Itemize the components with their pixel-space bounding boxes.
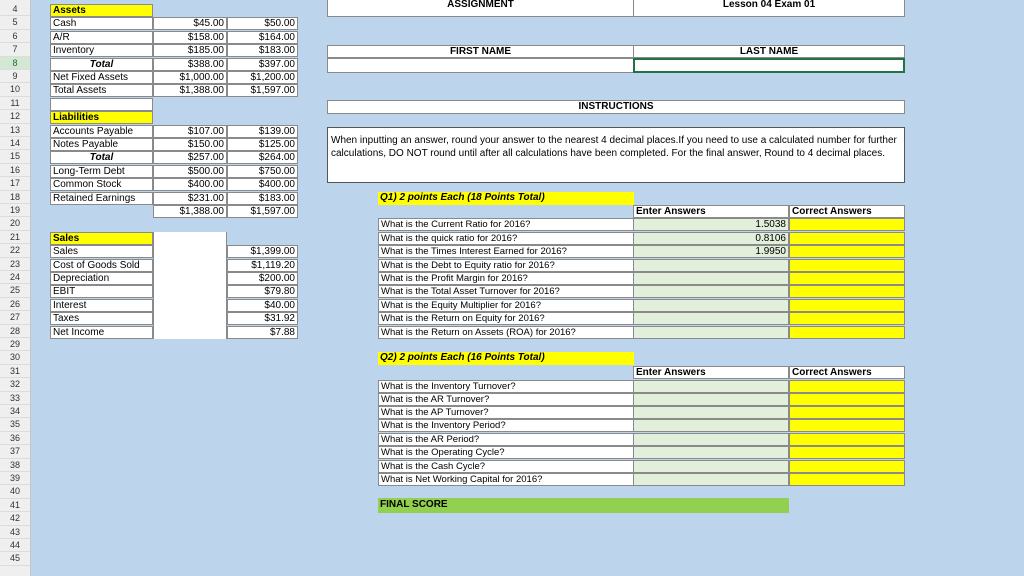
q1-question[interactable]: What is the quick ratio for 2016? <box>378 232 634 245</box>
row-number[interactable]: 16 <box>0 164 30 177</box>
liabilities-value-2016[interactable]: $1,597.00 <box>227 205 298 218</box>
liabilities-label[interactable]: Retained Earnings <box>50 192 153 205</box>
q2-answer-input[interactable] <box>633 406 789 419</box>
assets-value-2016[interactable]: $1,597.00 <box>227 84 298 97</box>
liabilities-label[interactable]: Accounts Payable <box>50 125 153 138</box>
row-number[interactable]: 32 <box>0 378 30 391</box>
liabilities-label[interactable]: Total <box>50 151 153 164</box>
q1-answer-input[interactable] <box>633 312 789 325</box>
blank-cell[interactable] <box>50 98 153 111</box>
assets-label[interactable]: Inventory <box>50 44 153 57</box>
first-name-label[interactable]: FIRST NAME <box>327 45 634 58</box>
assignment-value[interactable]: Lesson 04 Exam 01 <box>633 0 905 17</box>
income-value[interactable]: $79.80 <box>227 285 298 298</box>
q2-correct-answer[interactable] <box>789 393 905 406</box>
row-number[interactable]: 10 <box>0 83 30 96</box>
first-name-input[interactable] <box>327 58 634 73</box>
income-value[interactable]: $1,119.20 <box>227 259 298 272</box>
row-number[interactable]: 26 <box>0 298 30 311</box>
last-name-label[interactable]: LAST NAME <box>633 45 905 58</box>
income-blank-column[interactable] <box>153 232 227 339</box>
assets-value-2015[interactable]: $388.00 <box>153 58 227 71</box>
liabilities-value-2016[interactable]: $750.00 <box>227 165 298 178</box>
row-number[interactable]: 44 <box>0 539 30 552</box>
row-number[interactable]: 27 <box>0 311 30 324</box>
income-label[interactable]: Taxes <box>50 312 153 325</box>
row-number[interactable]: 21 <box>0 231 30 244</box>
q1-answer-input[interactable]: 0.8106 <box>633 232 789 245</box>
q2-enter-answers-header[interactable]: Enter Answers <box>633 366 789 379</box>
q1-correct-answers-header[interactable]: Correct Answers <box>789 205 905 218</box>
income-value[interactable]: $40.00 <box>227 299 298 312</box>
income-label[interactable]: EBIT <box>50 285 153 298</box>
q2-correct-answer[interactable] <box>789 419 905 432</box>
row-number[interactable]: 43 <box>0 526 30 539</box>
row-number[interactable]: 42 <box>0 512 30 525</box>
q2-answer-input[interactable] <box>633 473 789 486</box>
assignment-label[interactable]: ASSIGNMENT <box>327 0 634 17</box>
row-number[interactable]: 31 <box>0 365 30 378</box>
row-number[interactable]: 36 <box>0 432 30 445</box>
liabilities-label[interactable]: Notes Payable <box>50 138 153 151</box>
income-value[interactable]: $200.00 <box>227 272 298 285</box>
liabilities-value-2016[interactable]: $139.00 <box>227 125 298 138</box>
row-number[interactable]: 33 <box>0 392 30 405</box>
q1-enter-answers-header[interactable]: Enter Answers <box>633 205 789 218</box>
row-number[interactable]: 6 <box>0 30 30 43</box>
q1-answer-input[interactable] <box>633 272 789 285</box>
q1-correct-answer[interactable] <box>789 326 905 339</box>
q2-question[interactable]: What is the AR Turnover? <box>378 393 634 406</box>
assets-label[interactable]: Cash <box>50 17 153 30</box>
q1-answer-input[interactable] <box>633 259 789 272</box>
assets-value-2016[interactable]: $183.00 <box>227 44 298 57</box>
liabilities-value-2015[interactable]: $150.00 <box>153 138 227 151</box>
q1-answer-input[interactable] <box>633 299 789 312</box>
row-number[interactable]: 40 <box>0 485 30 498</box>
liabilities-value-2015[interactable]: $257.00 <box>153 151 227 164</box>
q2-correct-answer[interactable] <box>789 380 905 393</box>
q2-question[interactable]: What is the Cash Cycle? <box>378 460 634 473</box>
q1-correct-answer[interactable] <box>789 245 905 258</box>
income-label[interactable]: Interest <box>50 299 153 312</box>
row-number[interactable]: 17 <box>0 177 30 190</box>
q2-correct-answer[interactable] <box>789 460 905 473</box>
q1-correct-answer[interactable] <box>789 299 905 312</box>
row-number[interactable]: 20 <box>0 217 30 230</box>
assets-label[interactable]: Total <box>50 58 153 71</box>
assets-value-2016[interactable]: $1,200.00 <box>227 71 298 84</box>
q2-answer-input[interactable] <box>633 380 789 393</box>
liabilities-value-2016[interactable]: $400.00 <box>227 178 298 191</box>
income-label[interactable]: Cost of Goods Sold <box>50 259 153 272</box>
row-number[interactable]: 14 <box>0 137 30 150</box>
assets-value-2015[interactable]: $1,000.00 <box>153 71 227 84</box>
liabilities-value-2015[interactable]: $400.00 <box>153 178 227 191</box>
assets-header[interactable]: Assets <box>50 4 153 17</box>
row-number[interactable]: 13 <box>0 124 30 137</box>
liabilities-value-2015[interactable]: $231.00 <box>153 192 227 205</box>
q2-correct-answer[interactable] <box>789 473 905 486</box>
q2-question[interactable]: What is the AR Period? <box>378 433 634 446</box>
liabilities-value-2016[interactable]: $125.00 <box>227 138 298 151</box>
q1-answer-input[interactable]: 1.5038 <box>633 218 789 231</box>
q1-correct-answer[interactable] <box>789 312 905 325</box>
q1-correct-answer[interactable] <box>789 272 905 285</box>
liabilities-value-2015[interactable]: $107.00 <box>153 125 227 138</box>
row-number[interactable]: 11 <box>0 97 30 110</box>
assets-value-2015[interactable]: $185.00 <box>153 44 227 57</box>
liabilities-label[interactable]: Common Stock <box>50 178 153 191</box>
assets-label[interactable]: Total Assets <box>50 84 153 97</box>
row-number[interactable]: 45 <box>0 552 30 565</box>
instructions-title[interactable]: INSTRUCTIONS <box>327 100 905 114</box>
assets-value-2016[interactable]: $397.00 <box>227 58 298 71</box>
row-number[interactable]: 23 <box>0 258 30 271</box>
q1-answer-input[interactable] <box>633 326 789 339</box>
q2-correct-answers-header[interactable]: Correct Answers <box>789 366 905 379</box>
row-number[interactable]: 41 <box>0 499 30 512</box>
liabilities-header[interactable]: Liabilities <box>50 111 153 124</box>
q2-answer-input[interactable] <box>633 460 789 473</box>
q2-question[interactable]: What is Net Working Capital for 2016? <box>378 473 634 486</box>
liabilities-value-2016[interactable]: $264.00 <box>227 151 298 164</box>
q2-answer-input[interactable] <box>633 446 789 459</box>
assets-value-2016[interactable]: $164.00 <box>227 31 298 44</box>
q2-answer-input[interactable] <box>633 419 789 432</box>
assets-value-2015[interactable]: $158.00 <box>153 31 227 44</box>
instructions-text: When inputting an answer, round your answer to the nearest 4 decimal places.If you need to use a calculated number for further calculations, DO NOT round until after all calculations have been completed. For the final answer, Round to 4 decimal places. <box>327 127 905 183</box>
row-number[interactable]: 34 <box>0 405 30 418</box>
q1-question[interactable]: What is the Current Ratio for 2016? <box>378 218 634 231</box>
row-number[interactable]: 35 <box>0 418 30 431</box>
assets-label[interactable]: Net Fixed Assets <box>50 71 153 84</box>
liabilities-value-2015[interactable]: $500.00 <box>153 165 227 178</box>
row-number[interactable]: 19 <box>0 204 30 217</box>
q1-title[interactable]: Q1) 2 points Each (18 Points Total) <box>378 192 634 205</box>
row-number[interactable]: 9 <box>0 70 30 83</box>
sales-header[interactable]: Sales <box>50 232 153 245</box>
q1-question[interactable]: What is the Return on Equity for 2016? <box>378 312 634 325</box>
assets-value-2015[interactable]: $45.00 <box>153 17 227 30</box>
row-header-column <box>0 0 31 576</box>
row-number[interactable]: 5 <box>0 16 30 29</box>
row-number[interactable]: 28 <box>0 325 30 338</box>
q2-question[interactable]: What is the AP Turnover? <box>378 406 634 419</box>
q2-answer-input[interactable] <box>633 433 789 446</box>
liabilities-value-2015[interactable]: $1,388.00 <box>153 205 227 218</box>
last-name-input[interactable] <box>633 58 905 73</box>
row-number[interactable]: 38 <box>0 459 30 472</box>
liabilities-value-2016[interactable]: $183.00 <box>227 192 298 205</box>
q2-question[interactable]: What is the Inventory Turnover? <box>378 380 634 393</box>
q2-question[interactable]: What is the Inventory Period? <box>378 419 634 432</box>
income-value[interactable]: $31.92 <box>227 312 298 325</box>
income-label[interactable]: Sales <box>50 245 153 258</box>
row-number[interactable]: 29 <box>0 338 30 351</box>
income-value[interactable]: $1,399.00 <box>227 245 298 258</box>
row-number[interactable]: 25 <box>0 284 30 297</box>
q1-question[interactable]: What is the Equity Multiplier for 2016? <box>378 299 634 312</box>
q2-correct-answer[interactable] <box>789 446 905 459</box>
q1-correct-answer[interactable] <box>789 218 905 231</box>
income-label[interactable]: Net Income <box>50 326 153 339</box>
q1-question[interactable]: What is the Total Asset Turnover for 2016? <box>378 285 634 298</box>
row-number[interactable]: 37 <box>0 445 30 458</box>
assets-value-2016[interactable]: $50.00 <box>227 17 298 30</box>
q2-title[interactable]: Q2) 2 points Each (16 Points Total) <box>378 352 634 365</box>
final-score-label[interactable]: FINAL SCORE <box>378 498 789 513</box>
row-number[interactable]: 7 <box>0 43 30 56</box>
q1-question[interactable]: What is the Debt to Equity ratio for 2016? <box>378 259 634 272</box>
row-number[interactable]: 8 <box>0 57 30 70</box>
income-label[interactable]: Depreciation <box>50 272 153 285</box>
q1-correct-answer[interactable] <box>789 259 905 272</box>
row-number[interactable]: 12 <box>0 110 30 123</box>
assets-label[interactable]: A/R <box>50 31 153 44</box>
row-number[interactable]: 4 <box>0 3 30 16</box>
q2-correct-answer[interactable] <box>789 433 905 446</box>
q2-answer-input[interactable] <box>633 393 789 406</box>
row-number[interactable]: 22 <box>0 244 30 257</box>
q1-question[interactable]: What is the Profit Margin for 2016? <box>378 272 634 285</box>
assets-value-2015[interactable]: $1,388.00 <box>153 84 227 97</box>
q1-correct-answer[interactable] <box>789 285 905 298</box>
q1-answer-input[interactable] <box>633 285 789 298</box>
q2-question[interactable]: What is the Operating Cycle? <box>378 446 634 459</box>
q1-answer-input[interactable]: 1.9950 <box>633 245 789 258</box>
q2-correct-answer[interactable] <box>789 406 905 419</box>
income-value[interactable]: $7.88 <box>227 326 298 339</box>
row-number[interactable]: 30 <box>0 351 30 364</box>
q1-question[interactable]: What is the Times Interest Earned for 2016? <box>378 245 634 258</box>
q1-correct-answer[interactable] <box>789 232 905 245</box>
row-number[interactable]: 24 <box>0 271 30 284</box>
row-number[interactable]: 15 <box>0 150 30 163</box>
row-number[interactable]: 39 <box>0 472 30 485</box>
row-number[interactable]: 18 <box>0 191 30 204</box>
liabilities-label[interactable]: Long-Term Debt <box>50 165 153 178</box>
q1-question[interactable]: What is the Return on Assets (ROA) for 2016? <box>378 326 634 339</box>
